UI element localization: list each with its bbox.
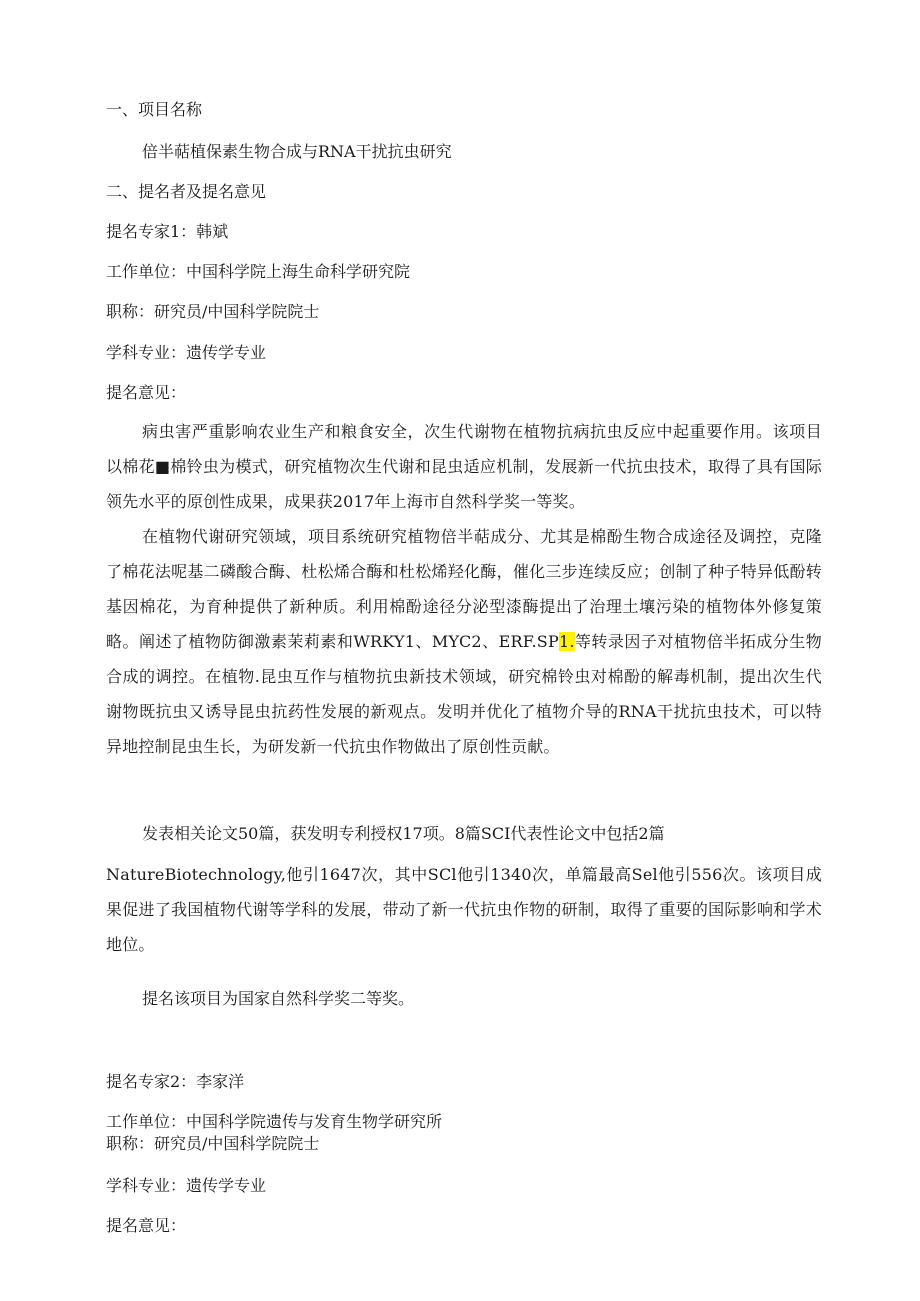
opinion-paragraph-3-rest xyxy=(106,857,822,962)
paragraph-2-text-a: 在植物代谢研究领域，项目系统研究植物倍半萜成分、尤其是棉酚生物合成途径及调控，克隆了棉花法呢基二磷酸合酶、杜松烯合酶和杜松烯羟化酶，催化三步连续反应；创制了种子特异低酚转基因棉花，为育种提供了新种质。利用棉酚途径分泌型漆酶提出了治理土壤污染的植物体外修复策略。阐述了植物防御激素茉莉素和WRKY1、MYC2、ERF.SP xyxy=(106,527,822,651)
expert2-opinion-label: 提名意见： xyxy=(106,1216,187,1235)
expert2-title: 职称：研究员/中国科学院院士 xyxy=(106,1134,320,1153)
opinion-paragraph-4: 提名该项目为国家自然科学奖二等奖。 xyxy=(142,989,415,1008)
expert2-unit: 工作单位：中国科学院遗传与发育生物学研究所 xyxy=(106,1112,443,1131)
paragraph-2-text-b: 等转录因子对植物倍半拓成分生物合成的调控。在植物.昆虫互作与植物抗虫新技术领域，研究棉铃虫对棉酚的解毒机制，提出次生代谢物既抗虫又诱导昆虫抗药性发展的新观点。发明并优化了植物介导的RNA干扰抗虫技术，可以特异地控制昆虫生长，为研发新一代抗虫作物做出了原创性贡献。 xyxy=(106,632,822,756)
expert1-opinion-label: 提名意见： xyxy=(106,383,187,402)
expert1-title: 职称：研究员/中国科学院院士 xyxy=(106,302,320,321)
opinion-paragraph-3-line1: 发表相关论文50篇，获发明专利授权17项。8篇SCI代表性论文中包括2篇 xyxy=(142,824,665,843)
expert1-major: 学科专业：遗传学专业 xyxy=(106,343,267,362)
expert2-name: 提名专家2：李家洋 xyxy=(106,1072,245,1091)
section1-heading: 一、项目名称 xyxy=(106,100,203,119)
expert1-unit: 工作单位：中国科学院上海生命科学研究院 xyxy=(106,262,411,281)
opinion-paragraph-1: 病虫害严重影响农业生产和粮食安全，次生代谢物在植物抗病抗虫反应中起重要作用。该项目以棉花■棉铃虫为模式，研究植物次生代谢和昆虫适应机制，发展新一代抗虫技术，取得了具有国际领先水平的原创性成果，成果获2017年上海市自然科学奖一等奖。 xyxy=(106,422,822,511)
paragraph-3-text: NatureBiotechnology,他引1647次，其中SCl他引1340次，单篇最高Sel他引556次。该项目成果促进了我国植物代谢等学科的发展，带动了新一代抗虫作物的研制，取得了重要的国际影响和学术地位。 xyxy=(106,865,822,954)
expert2-major: 学科专业：遗传学专业 xyxy=(106,1176,267,1195)
section2-heading: 二、提名者及提名意见 xyxy=(106,182,267,201)
opinion-paragraph-2 xyxy=(106,519,822,764)
highlighted-text: 1. xyxy=(558,632,575,651)
expert1-name: 提名专家1：韩斌 xyxy=(106,222,229,241)
project-name: 倍半萜植保素生物合成与RNA干扰抗虫研究 xyxy=(142,142,452,161)
expert1-opinion-body xyxy=(106,414,822,764)
